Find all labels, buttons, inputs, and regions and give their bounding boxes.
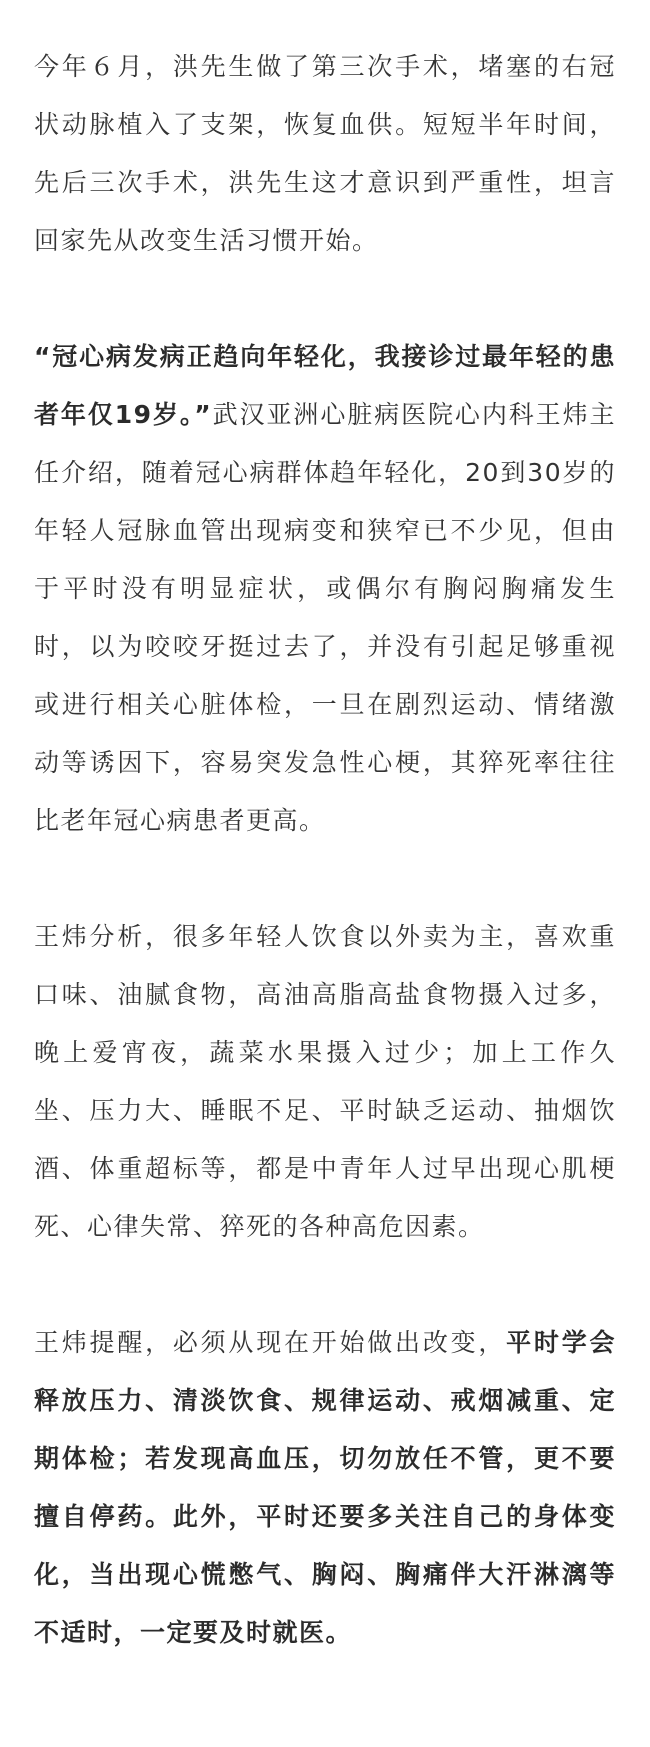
paragraph-2-quote: “冠心病发病正趋向年轻化，我接诊过最年轻的患者年仅19岁。” — [34, 342, 616, 429]
paragraph-1-text: 今年６月，洪先生做了第三次手术，堵塞的右冠状动脉植入了支架，恢复血供。短短半年时间，先后三次手术，洪先生这才意识到严重性，坦言回家先从改变生活习惯开始。 — [34, 52, 616, 255]
paragraph-4 — [34, 1314, 616, 1662]
paragraph-2 — [34, 328, 616, 850]
paragraph-3-text: 王炜分析，很多年轻人饮食以外卖为主，喜欢重口味、油腻食物，高油高脂高盐食物摄入过多，晚上爱宵夜，蔬菜水果摄入过少；加上工作久坐、压力大、睡眠不足、平时缺乏运动、抽烟饮酒、体重超标等，都是中青年人过早出现心肌梗死、心律失常、猝死的各种高危因素。 — [34, 922, 616, 1241]
paragraph-2-text: 武汉亚洲心脏病医院心内科王炜主任介绍，随着冠心病群体趋年轻化，20到30岁的年轻人冠脉血管出现病变和狭窄已不少见，但由于平时没有明显症状，或偶尔有胸闷胸痛发生时，以为咬咬牙挺过去了，并没有引起足够重视或进行相关心脏体检，一旦在剧烈运动、情绪激动等诱因下，容易突发急性心梗，其猝死率往往比老年冠心病患者更高。 — [34, 400, 616, 835]
paragraph-4-text: 王炜提醒，必须从现在开始做出改变， — [34, 1328, 507, 1357]
paragraph-3 — [34, 908, 616, 1256]
paragraph-4-advice: 平时学会释放压力、清淡饮食、规律运动、戒烟减重、定期体检；若发现高血压，切勿放任不管，更不要擅自停药。此外，平时还要多关注自己的身体变化，当出现心慌憋气、胸闷、胸痛伴大汗淋漓等不适时，一定要及时就医。 — [34, 1328, 616, 1647]
article-body — [34, 38, 616, 1662]
paragraph-1 — [34, 38, 616, 270]
